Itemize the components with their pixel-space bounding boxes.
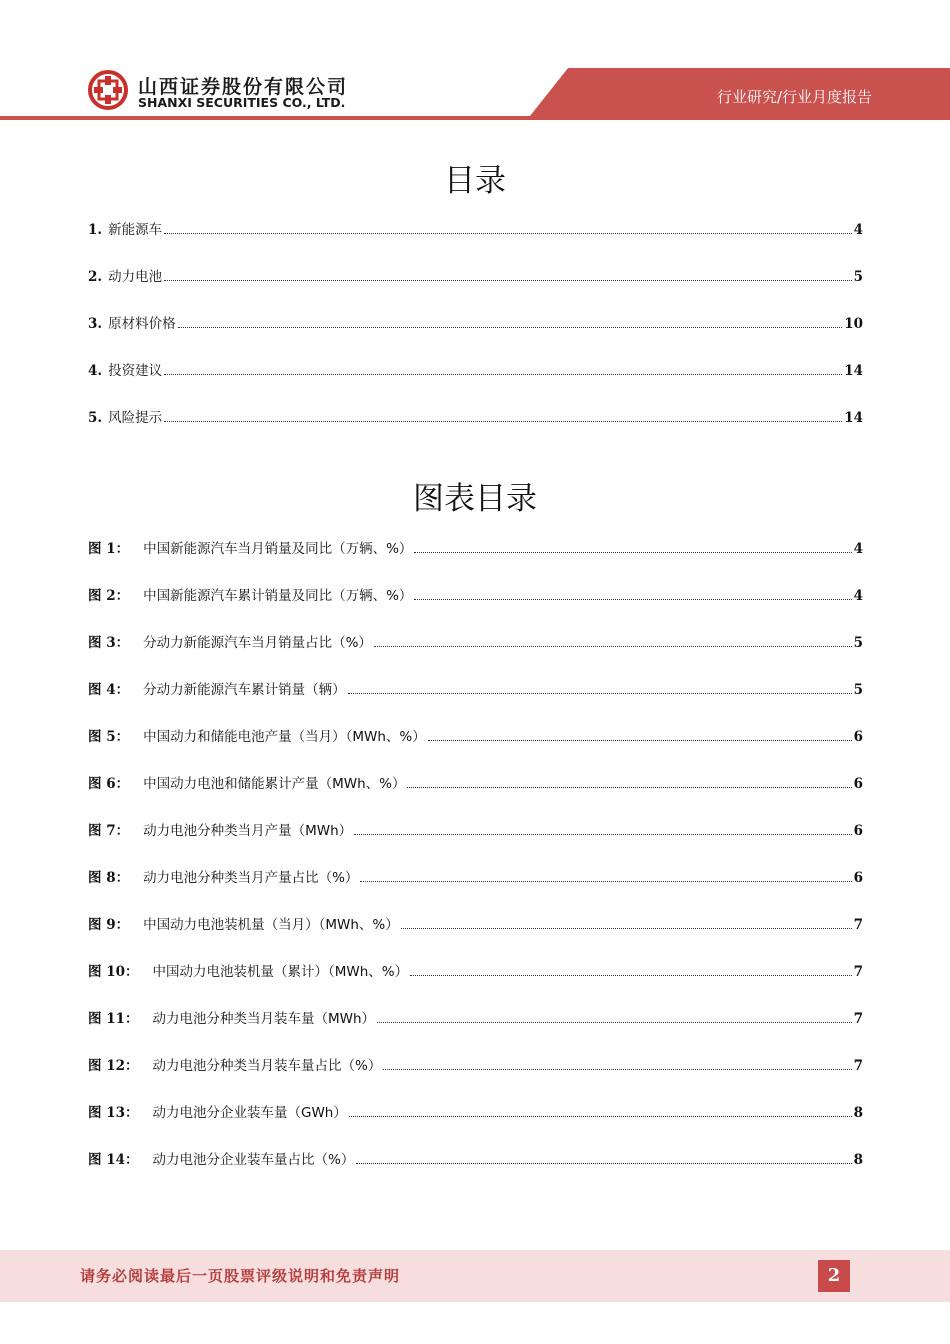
figure-entry[interactable] (88, 584, 863, 604)
entry-label: 投资建议 (108, 363, 163, 379)
figure-entry[interactable] (88, 631, 863, 651)
company-name-cn: 山西证券股份有限公司 (138, 76, 349, 98)
dot-leader (360, 880, 851, 882)
entry-page-number: 7 (853, 917, 863, 933)
entry-page-number: 7 (853, 1011, 863, 1027)
figure-entry[interactable] (88, 866, 863, 886)
entry-label: 风险提示 (108, 410, 163, 426)
entry-page-number: 10 (844, 316, 863, 332)
report-type-label: 行业研究/行业月度报告 (716, 88, 872, 106)
entry-label: 中国动力电池和储能累计产量（MWh、%） (143, 776, 406, 792)
entry-page-number: 6 (853, 776, 863, 792)
entry-label: 中国动力和储能电池产量（当月）（MWh、%） (143, 729, 426, 745)
figure-entry[interactable] (88, 772, 863, 792)
entry-label: 分动力新能源汽车当月销量占比（%） (143, 635, 372, 651)
dot-leader (428, 739, 852, 741)
entry-label: 新能源车 (108, 222, 163, 238)
entry-number: 5. (88, 410, 103, 426)
disclaimer-note: 请务必阅读最后一页股票评级说明和免责声明 (80, 1267, 401, 1285)
figure-entry[interactable] (88, 1148, 863, 1168)
dot-leader (354, 833, 851, 835)
entry-number: 2. (88, 269, 103, 285)
entry-page-number: 5 (853, 635, 863, 651)
dot-leader (401, 927, 852, 929)
toc-entry[interactable] (88, 312, 863, 332)
page-header (0, 0, 950, 125)
entry-number: 图 2： (88, 588, 130, 604)
entry-page-number: 4 (853, 588, 863, 604)
dot-leader (348, 692, 852, 694)
entry-number: 图 13： (88, 1105, 139, 1121)
entry-number: 图 12： (88, 1058, 139, 1074)
entry-page-number: 4 (853, 222, 863, 238)
toc-entry[interactable] (88, 218, 863, 238)
toc-entry[interactable] (88, 406, 863, 426)
entry-label: 动力电池分企业装车量（GWh） (152, 1105, 347, 1121)
figure-entry[interactable] (88, 537, 863, 557)
entry-number: 3. (88, 316, 103, 332)
figure-entry[interactable] (88, 1007, 863, 1027)
figure-entry[interactable] (88, 913, 863, 933)
dot-leader (356, 1162, 851, 1164)
dot-leader (349, 1115, 852, 1117)
entry-label: 中国新能源汽车当月销量及同比（万辆、%） (143, 541, 413, 557)
figures-title: 图表目录 (413, 481, 537, 517)
entry-page-number: 6 (853, 870, 863, 886)
entry-number: 1. (88, 222, 103, 238)
entry-number: 图 5： (88, 729, 130, 745)
page-footer (0, 1250, 950, 1302)
toc-title: 目录 (444, 163, 506, 199)
entry-page-number: 8 (853, 1152, 863, 1168)
entry-number: 图 6： (88, 776, 130, 792)
entry-number: 图 14： (88, 1152, 139, 1168)
page-number: 2 (818, 1260, 850, 1292)
entry-label: 中国动力电池装机量（累计）（MWh、%） (152, 964, 409, 980)
figure-entry[interactable] (88, 1054, 863, 1074)
entry-label: 中国动力电池装机量（当月）（MWh、%） (143, 917, 399, 933)
entry-page-number: 7 (853, 964, 863, 980)
company-name-en: SHANXI SECURITIES CO., LTD. (138, 95, 346, 110)
figure-entry[interactable] (88, 725, 863, 745)
dot-leader (407, 786, 851, 788)
dot-leader (164, 420, 842, 422)
figure-entry[interactable] (88, 678, 863, 698)
dot-leader (383, 1068, 851, 1070)
figure-entry[interactable] (88, 1101, 863, 1121)
entry-number: 图 8： (88, 870, 130, 886)
entry-label: 动力电池 (108, 269, 163, 285)
entry-label: 动力电池分种类当月装车量（MWh） (152, 1011, 376, 1027)
entry-label: 动力电池分种类当月产量（MWh） (143, 823, 353, 839)
figure-entry[interactable] (88, 819, 863, 839)
entry-page-number: 7 (853, 1058, 863, 1074)
company-logo-icon (88, 70, 128, 110)
dot-leader (377, 1021, 852, 1023)
entry-label: 中国新能源汽车累计销量及同比（万辆、%） (143, 588, 413, 604)
entry-number: 图 4： (88, 682, 130, 698)
entry-number: 图 7： (88, 823, 130, 839)
entry-label: 原材料价格 (108, 316, 176, 332)
entry-number: 图 1： (88, 541, 130, 557)
entry-page-number: 4 (853, 541, 863, 557)
entry-number: 图 9： (88, 917, 130, 933)
toc-entry[interactable] (88, 359, 863, 379)
dot-leader (178, 326, 843, 328)
entry-label: 动力电池分企业装车量占比（%） (152, 1152, 355, 1168)
dot-leader (414, 551, 851, 553)
entry-number: 图 10： (88, 964, 139, 980)
entry-label: 动力电池分种类当月产量占比（%） (143, 870, 359, 886)
entry-page-number: 14 (844, 410, 863, 426)
dot-leader (414, 598, 851, 600)
entry-number: 图 3： (88, 635, 130, 651)
entry-label: 动力电池分种类当月装车量占比（%） (152, 1058, 382, 1074)
entry-number: 4. (88, 363, 103, 379)
entry-page-number: 14 (844, 363, 863, 379)
dot-leader (164, 373, 842, 375)
dot-leader (164, 279, 852, 281)
toc-entry[interactable] (88, 265, 863, 285)
entry-page-number: 8 (853, 1105, 863, 1121)
entry-page-number: 6 (853, 823, 863, 839)
entry-number: 图 11： (88, 1011, 139, 1027)
entry-page-number: 5 (853, 269, 863, 285)
dot-leader (410, 974, 851, 976)
entry-page-number: 5 (853, 682, 863, 698)
entry-label: 分动力新能源汽车累计销量（辆） (143, 682, 346, 698)
dot-leader (374, 645, 852, 647)
dot-leader (164, 232, 852, 234)
entry-page-number: 6 (853, 729, 863, 745)
figure-entry[interactable] (88, 960, 863, 980)
